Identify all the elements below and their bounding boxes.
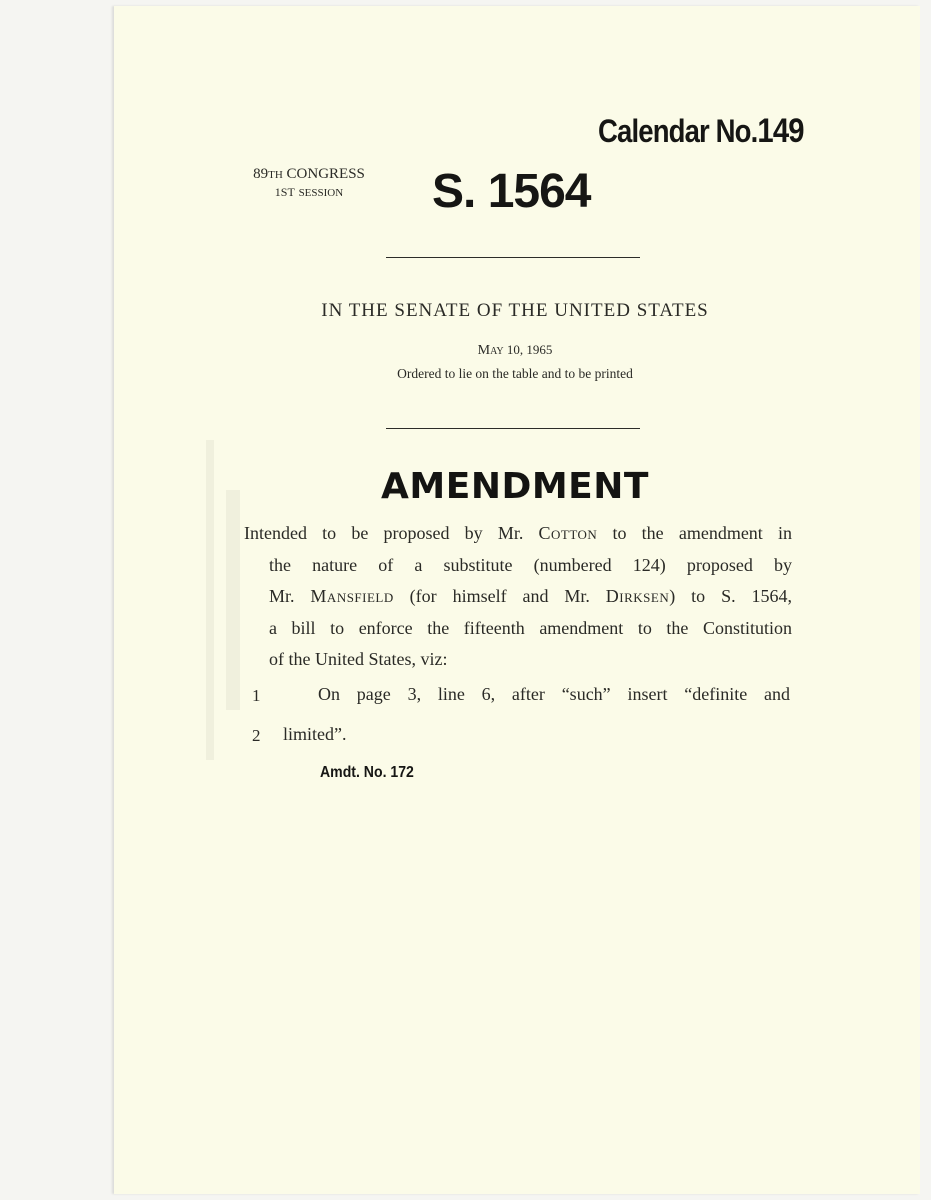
intro-text: (for himself and Mr. — [393, 586, 606, 606]
intro-text: ) to S. 1564, — [669, 586, 792, 606]
intro-line — [244, 581, 792, 613]
congress-suffix: TH — [268, 169, 283, 181]
chamber-heading: IN THE SENATE OF THE UNITED STATES — [321, 300, 709, 321]
session-word: SESSION — [298, 187, 344, 199]
line-number: 2 — [252, 726, 261, 745]
intro-text: to the amendment in — [597, 523, 792, 543]
intro-line: of the United States, viz: — [269, 649, 448, 669]
line-number: 1 — [252, 686, 261, 705]
session-ordinal: 1ST — [274, 185, 295, 199]
amendment-text-line: limited”. — [283, 724, 347, 744]
senator-name: Dirksen — [605, 586, 670, 606]
senator-name: Cotton — [538, 523, 598, 543]
divider-top — [386, 257, 640, 258]
intro-line — [244, 518, 792, 550]
amendment-number: Amdt. No. 172 — [320, 764, 414, 781]
document-title: AMENDMENT — [381, 466, 649, 507]
intro-text: Intended to be proposed by Mr. — [244, 523, 539, 543]
intro-text: Mr. — [269, 586, 311, 606]
senator-name: Mansfield — [310, 586, 394, 606]
calendar-number — [598, 112, 804, 151]
congress-line — [242, 166, 376, 184]
ordered-note: Ordered to lie on the table and to be printed — [397, 366, 633, 381]
congress-session — [242, 166, 376, 202]
amendment-text-line: On page 3, line 6, after “such” insert “definite and — [318, 684, 790, 704]
congress-number: 89 — [253, 166, 269, 182]
session-line — [242, 184, 376, 202]
intro-paragraph — [244, 518, 792, 676]
congress-word: CONGRESS — [286, 166, 365, 182]
date-month: May — [477, 343, 504, 358]
bill-number: S. 1564 — [432, 165, 591, 218]
calendar-label: Calendar No. — [598, 113, 758, 149]
bill-date — [238, 342, 792, 359]
intro-line: the nature of a substitute (numbered 124) proposed by — [269, 554, 792, 575]
date-rest: 10, 1965 — [503, 342, 553, 357]
intro-line: a bill to enforce the fifteenth amendment to the Constitution — [269, 617, 792, 638]
divider-bottom — [386, 428, 640, 429]
calendar-value: 149 — [757, 112, 804, 150]
